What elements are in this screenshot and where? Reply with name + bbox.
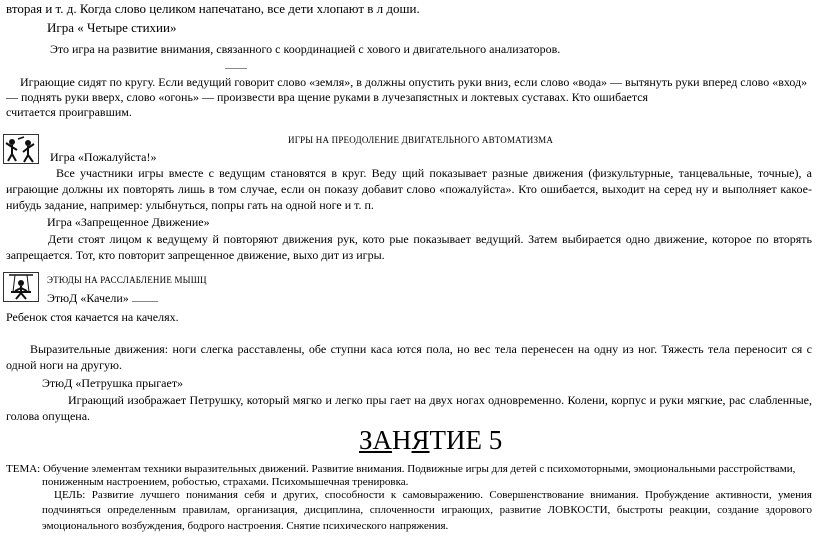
lesson-heading-part: Н xyxy=(392,425,412,455)
etude-swing-body: Ребенок стоя качается на качелях. xyxy=(6,310,179,324)
lesson-heading-part: ТИЕ 5 xyxy=(429,425,503,455)
game-four-body-1: Играющие сидят по кругу. Если ведущий говорит слово «земля», в должны опустить руки вниз, если слово «вода» — вытянуть руки вперед слово «вход» xyxy=(20,75,808,89)
divider xyxy=(225,68,247,69)
etude-parsley-title: ЭтюД «Петрушка прыгает» xyxy=(42,376,184,390)
lesson-heading-part: Я xyxy=(411,425,430,455)
game-forbidden-body: Дети стоят лицом к ведущему й повторяют движения рук, кото рые показывает ведущий. Затем выбирается одно движение, которое по вторять запрещается. Тот, кто повторит запрещенное движение, выхо дит из игры. xyxy=(6,232,812,263)
etude-parsley-body: Играющий изображает Петрушку, который мягко и легко пры гает на двух ногах одновременно. Колени, корпус и руки мягкие, рас слабленные, голова опущена. xyxy=(6,393,812,424)
game-four-title: Игра « Четыре стихии» xyxy=(47,20,177,35)
child-swing-icon xyxy=(3,272,39,302)
game-forbidden-title: Игра «Запрещенное Движение» xyxy=(47,215,210,229)
game-please-title: Игра «Пожалуйста!» xyxy=(50,150,157,164)
section-relax-heading: ЭТЮДЫ НА РАССЛАБЛЕНИЕ МЫШЦ xyxy=(47,275,207,285)
section-motor-heading: ИГРЫ НА ПРЕОДОЛЕНИЕ ДВИГАТЕЛЬНОГО АВТОМАТИЗМА xyxy=(288,135,554,145)
expressive-body: Выразительные движения: ноги слегка расставлены, обе ступни каса ются пола, но вес тела перенесен на одну из ног. Тяжесть тела переносит ся с одной ноги на другую. xyxy=(6,342,812,373)
game-four-body-2: — поднять руки вверх, слово «огонь» — произвести вра щение руками в лучезапястных и локтевых суставах. Кто ошибается xyxy=(6,90,649,104)
theme-line-1: ТЕМА: Обучение элементам техники выразительных движений. Развитие внимания. Подвижные игры для детей с психомоторными, эмоциональными расстройствами, xyxy=(6,463,796,475)
etude-swing-title: ЭтюД «Качели» xyxy=(47,291,129,305)
lesson-heading xyxy=(359,425,502,456)
divider xyxy=(132,301,158,302)
theme-line-2: пониженным настроением, робостью, страхами. Психомышечная тренировка. xyxy=(42,476,409,488)
children-playing-icon xyxy=(3,134,39,164)
goal-body: ЦЕЛЬ: Развитие лучшего понимания себя и других, способности к самовыражению. Совершенствование внимания. Пробуждение активности, умения подчиняться определенным правилам, организация, дисциплина, сплоченности играющих, развитие ЛОВКОСТИ, быстроты реакции, создание здорового эмоционального возбуждения, бодрого настроения. Снятие психического напряжения. xyxy=(42,489,812,532)
game-please-body: Все участники игры вместе с ведущим становятся в круг. Веду щий показывает разные движения (физкультурные, танцевальные, точные), а играющие должны их повторять лишь в том случае, если он показу добавит слово «пожалуйста». Кто ошибается, выходит на серед ну и выполняет какое-нибудь задание, например: улыбнуться, попры гать на одной ноге и т. п. xyxy=(6,166,812,213)
game-four-body-3: считается проигравшим. xyxy=(6,105,132,119)
lesson-heading-part: ЗА xyxy=(359,425,393,455)
top-line: вторая и т. д. Когда слово целиком напечатано, все дети хлопают в л доши. xyxy=(6,1,420,16)
game-four-intro: Это игра на развитие внимания, связанного с координацией с хового и двигательного анализаторов. xyxy=(50,42,561,56)
